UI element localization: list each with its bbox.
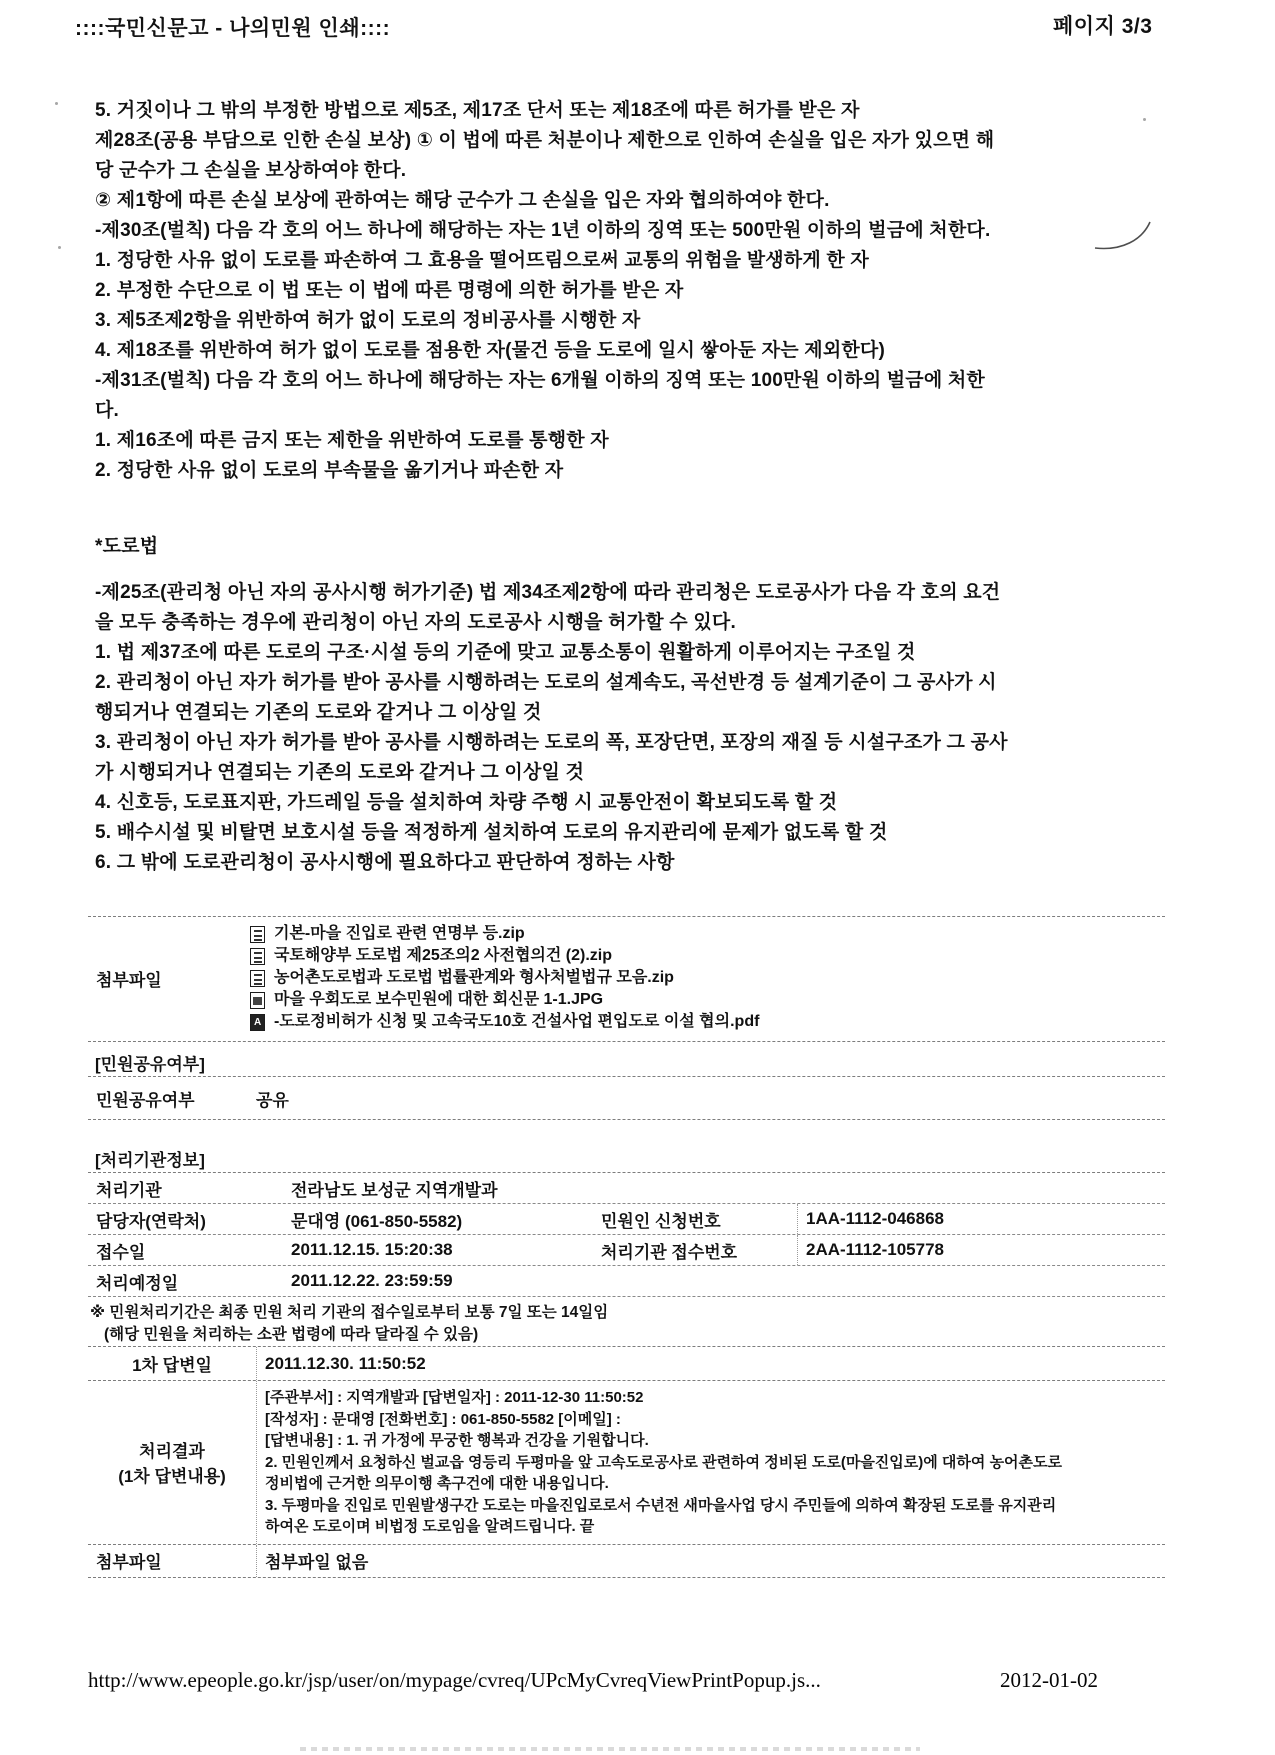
reply-attachments-value: 첨부파일 없음 — [256, 1545, 1165, 1577]
reply-attachments-label: 첨부파일 — [96, 1553, 162, 1572]
attachment-item — [250, 967, 1165, 989]
reply-attachments-row — [88, 1545, 1165, 1578]
agency-row-org — [88, 1173, 1165, 1204]
processing-period-note-2: (해당 민원을 처리하는 소관 법령에 따라 달라질 수 있음) — [104, 1326, 479, 1343]
body-text-line: 5. 거짓이나 그 밖의 부정한 방법으로 제5조, 제17조 단서 또는 제18조에 따른 허가를 받은 자 — [95, 100, 860, 121]
body-text-line: 6. 그 밖에 도로관리청이 공사시행에 필요하다고 판단하여 정하는 사항 — [95, 852, 675, 873]
agency-org-value: 전라남도 보성군 지역개발과 — [291, 1180, 498, 1200]
applicant-number-label: 민원인 신청번호 — [601, 1211, 721, 1231]
share-section-title: [민원공유여부] — [95, 1055, 205, 1074]
body-text-line: 3. 관리청이 아닌 자가 허가를 받아 공사를 시행하려는 도로의 폭, 포장단면, 포장의 재질 등 시설구조가 그 공사 — [95, 732, 1008, 753]
agency-row-due — [88, 1266, 1165, 1297]
pdf-file-icon — [250, 1014, 265, 1031]
zip-file-icon — [250, 970, 265, 987]
processing-period-note-1: ※ 민원처리기간은 최종 민원 처리 기관의 접수일로부터 보통 7일 또는 14일임 — [90, 1304, 609, 1321]
agency-officer-value: 문대영 (061-850-5582) — [291, 1211, 463, 1231]
body-text-line: 4. 제18조를 위반하여 허가 없이 도로를 점용한 자(물건 등을 도로에 일시 쌓아둔 자는 제외한다) — [95, 340, 886, 361]
share-table — [88, 1076, 1165, 1120]
reply-date-row — [88, 1347, 1165, 1381]
attachment-file-name: 기본-마을 진입로 관련 연명부 등.zip — [274, 925, 525, 942]
body-text-line: 2. 관리청이 아닌 자가 허가를 받아 공사를 시행하려는 도로의 설계속도, 곡선반경 등 설계기준이 그 공사가 시 — [95, 672, 997, 693]
footer-print-date: 2012-01-02 — [1000, 1668, 1098, 1692]
body-text-line: -제31조(벌칙) 다음 각 호의 어느 하나에 해당하는 자는 6개월 이하의 징역 또는 100만원 이하의 벌금에 처한 — [95, 370, 985, 391]
reply-content-line: 하여온 도로이며 비법정 도로임을 알려드립니다. 끝 — [265, 1518, 595, 1535]
agency-org-label: 처리기관 — [96, 1180, 162, 1200]
reply-result-label — [88, 1381, 256, 1544]
body-text-line: 3. 제5조제2항을 위반하여 허가 없이 도로의 정비공사를 시행한 자 — [95, 310, 641, 331]
attachment-item — [250, 945, 1165, 967]
agency-table — [88, 1172, 1165, 1297]
reply-result-label-line1: 처리결과 — [139, 1442, 205, 1462]
body-text-line: 당 군수가 그 손실을 보상하여야 한다. — [95, 160, 407, 181]
zip-file-icon — [250, 926, 265, 943]
received-date-value: 2011.12.15. 15:20:38 — [291, 1240, 453, 1259]
attachment-file-name: 농어촌도로법과 도로법 법률관계와 형사처벌법규 모음.zip — [274, 969, 674, 986]
scan-speck — [55, 102, 58, 105]
attachment-item — [250, 989, 1165, 1011]
share-value: 공유 — [256, 1090, 289, 1110]
attachment-file-name: 국토해양부 도로법 제25조의2 사전협의건 (2).zip — [274, 947, 612, 964]
body-text-line: 4. 신호등, 도로표지판, 가드레일 등을 설치하여 차량 주행 시 교통안전이 확보되도록 할 것 — [95, 792, 838, 813]
agency-section-title: [처리기관정보] — [95, 1151, 205, 1170]
attachment-item — [250, 923, 1165, 945]
due-date-value: 2011.12.22. 23:59:59 — [291, 1271, 453, 1290]
attachments-file-list — [250, 923, 1165, 1033]
body-text-line: 1. 제16조에 따른 금지 또는 제한을 위반하여 도로를 통행한 자 — [95, 430, 609, 451]
body-text-line: 2. 정당한 사유 없이 도로의 부속물을 옮기거나 파손한 자 — [95, 460, 564, 481]
legal-text-block-2 — [95, 578, 1008, 878]
reply-result-content — [256, 1381, 1165, 1544]
footer-url: http://www.epeople.go.kr/jsp/user/on/mypage/cvreq/UPcMyCvreqViewPrintPopup.js... — [88, 1668, 821, 1692]
reply-content-line: 2. 민원인께서 요청하신 벌교읍 영등리 두평마을 앞 고속도로공사로 관련하여 정비된 도로(마을진입로)에 대하여 농어촌도로 — [265, 1453, 1063, 1471]
body-text-line: 가 시행되거나 연결되는 기존의 도로와 같거나 그 이상일 것 — [95, 762, 585, 783]
body-text-line: ② 제1항에 따른 손실 보상에 관하여는 해당 군수가 그 손실을 입은 자와 협의하여야 한다. — [95, 190, 830, 211]
scan-speck — [1143, 118, 1146, 121]
body-text-line: 다. — [95, 400, 120, 421]
body-text-line: 2. 부정한 수단으로 이 법 또는 이 법에 따른 명령에 의한 허가를 받은 자 — [95, 280, 684, 301]
applicant-number-value: 1AA-1112-046868 — [797, 1204, 1165, 1234]
body-text-line: 을 모두 충족하는 경우에 관리청이 아닌 자의 도로공사 시행을 허가할 수 있다. — [95, 612, 736, 633]
body-text-line: -제30조(벌칙) 다음 각 호의 어느 하나에 해당하는 자는 1년 이하의 징역 또는 500만원 이하의 벌금에 처한다. — [95, 220, 991, 241]
reply-result-label-line2: (1차 답변내용) — [118, 1467, 226, 1487]
reply-table — [88, 1346, 1165, 1578]
scan-bottom-smudge — [300, 1747, 920, 1751]
page-number: 페이지 3/3 — [1053, 15, 1153, 38]
body-text-line: 5. 배수시설 및 비탈면 보호시설 등을 적정하게 설치하여 도로의 유지관리에 문제가 없도록 할 것 — [95, 822, 888, 843]
attachment-file-name: -도로정비허가 신청 및 고속국도10호 건설사업 편입도로 이설 협의.pdf — [274, 1013, 760, 1030]
attachment-file-name: 마을 우회도로 보수민원에 대한 회신문 1-1.JPG — [274, 991, 604, 1008]
page-header-title: ::::국민신문고 - 나의민원 인쇄:::: — [75, 17, 391, 40]
attachment-item — [250, 1011, 1165, 1033]
reply-result-row — [88, 1381, 1165, 1545]
first-reply-date-label: 1차 답변일 — [132, 1356, 212, 1375]
body-text-line: 1. 법 제37조에 따른 도로의 구조·시설 등의 기준에 맞고 교통소통이 원활하게 이루어지는 구조일 것 — [95, 642, 916, 663]
reply-content-line: [작성자] : 문대영 [전화번호] : 061-850-5582 [이메일] : — [265, 1410, 621, 1428]
body-text-line: -제25조(관리청 아닌 자의 공사시행 허가기준) 법 제34조제2항에 따라 관리청은 도로공사가 다음 각 호의 요건 — [95, 582, 1001, 603]
received-date-label: 접수일 — [96, 1242, 146, 1262]
agency-row-officer — [88, 1204, 1165, 1235]
agency-receipt-number-label: 처리기관 접수번호 — [601, 1242, 738, 1262]
attachments-table — [88, 916, 1165, 1042]
first-reply-date-value: 2011.12.30. 11:50:52 — [256, 1347, 1165, 1380]
zip-file-icon — [250, 948, 265, 965]
body-text-line: 1. 정당한 사유 없이 도로를 파손하여 그 효용을 떨어뜨림으로써 교통의 위험을 발생하게 한 자 — [95, 250, 869, 271]
scan-stray-mark — [1092, 218, 1154, 260]
reply-content-line: 3. 두평마을 진입로 민원발생구간 도로는 마을진입로로서 수년전 새마을사업 당시 주민들에 의하여 확장된 도로를 유지관리 — [265, 1496, 1057, 1514]
agency-receipt-number-value: 2AA-1112-105778 — [797, 1235, 1165, 1265]
reply-content-line: 정비법에 근거한 의무이행 촉구건에 대한 내용입니다. — [265, 1475, 609, 1492]
body-text-line: 행되거나 연결되는 기존의 도로와 같거나 그 이상일 것 — [95, 702, 542, 723]
body-text-line: 제28조(공용 부담으로 인한 손실 보상) ① 이 법에 따른 처분이나 제한으로 인하여 손실을 입은 자가 있으면 해 — [95, 130, 995, 151]
due-date-label: 처리예정일 — [96, 1273, 179, 1293]
legal-text-block-1 — [95, 96, 994, 486]
road-act-heading: *도로법 — [95, 536, 159, 557]
agency-row-received — [88, 1235, 1165, 1266]
reply-content-line: [답변내용] : 1. 귀 가정에 무궁한 행복과 건강을 기원합니다. — [265, 1432, 649, 1449]
agency-officer-label: 담당자(연락처) — [96, 1211, 206, 1231]
scan-speck — [58, 246, 61, 249]
attachments-label: 첨부파일 — [96, 970, 162, 990]
reply-content-line: [주관부서] : 지역개발과 [답변일자] : 2011-12-30 11:50:52 — [265, 1389, 644, 1406]
image-file-icon — [250, 992, 265, 1009]
share-label: 민원공유여부 — [96, 1090, 195, 1110]
